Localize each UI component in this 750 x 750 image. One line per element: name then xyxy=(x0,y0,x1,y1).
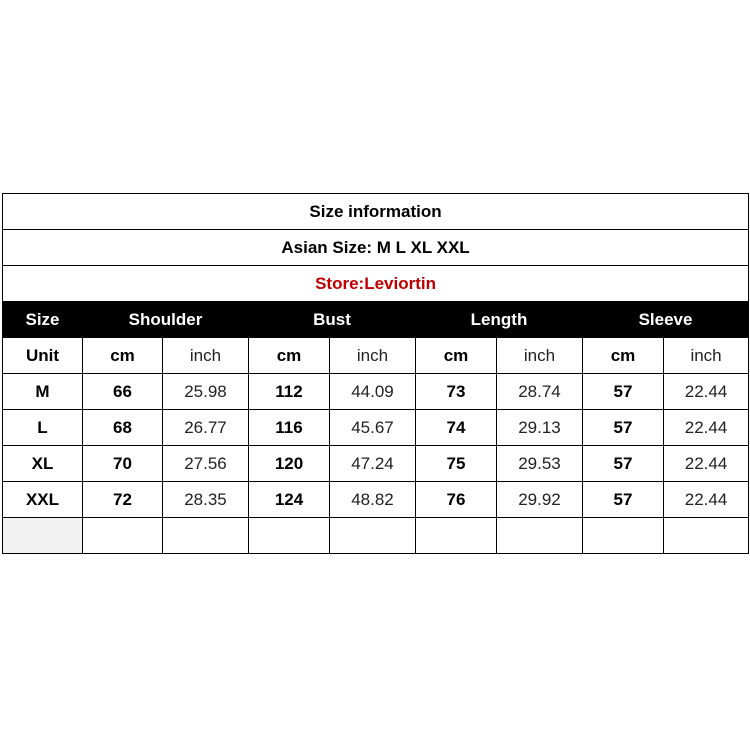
table-row xyxy=(3,374,749,410)
empty-cell xyxy=(330,518,416,554)
unit-bust-inch: inch xyxy=(330,338,416,374)
asian-size-label: Asian Size: M L XL XXL xyxy=(3,230,749,266)
unit-sleeve-cm: cm xyxy=(583,338,664,374)
bust-cm-value: 124 xyxy=(249,482,330,518)
bust-cm-value: 116 xyxy=(249,410,330,446)
bust-inch-value: 44.09 xyxy=(330,374,416,410)
header-bust: Bust xyxy=(249,302,416,338)
row-size: L xyxy=(3,410,83,446)
unit-sleeve-inch: inch xyxy=(664,338,749,374)
sleeve-inch-value: 22.44 xyxy=(664,410,749,446)
length-inch-value: 28.74 xyxy=(497,374,583,410)
length-cm-value: 75 xyxy=(416,446,497,482)
sleeve-cm-value: 57 xyxy=(583,482,664,518)
empty-row xyxy=(3,518,749,554)
row-size: XL xyxy=(3,446,83,482)
shoulder-inch-value: 26.77 xyxy=(163,410,249,446)
row-size: M xyxy=(3,374,83,410)
asian-size-row xyxy=(3,230,749,266)
empty-cell xyxy=(416,518,497,554)
shoulder-cm-value: 66 xyxy=(83,374,163,410)
header-shoulder: Shoulder xyxy=(83,302,249,338)
unit-bust-cm: cm xyxy=(249,338,330,374)
sleeve-inch-value: 22.44 xyxy=(664,446,749,482)
sleeve-cm-value: 57 xyxy=(583,374,664,410)
empty-cell xyxy=(497,518,583,554)
length-inch-value: 29.92 xyxy=(497,482,583,518)
store-row xyxy=(3,266,749,302)
shoulder-cm-value: 72 xyxy=(83,482,163,518)
table-row xyxy=(3,446,749,482)
unit-shoulder-cm: cm xyxy=(83,338,163,374)
length-cm-value: 74 xyxy=(416,410,497,446)
empty-cell xyxy=(3,518,83,554)
unit-row xyxy=(3,338,749,374)
unit-label: Unit xyxy=(3,338,83,374)
sleeve-cm-value: 57 xyxy=(583,410,664,446)
sleeve-cm-value: 57 xyxy=(583,446,664,482)
length-inch-value: 29.13 xyxy=(497,410,583,446)
bust-cm-value: 112 xyxy=(249,374,330,410)
unit-length-inch: inch xyxy=(497,338,583,374)
bust-inch-value: 47.24 xyxy=(330,446,416,482)
sleeve-inch-value: 22.44 xyxy=(664,374,749,410)
length-cm-value: 73 xyxy=(416,374,497,410)
unit-shoulder-inch: inch xyxy=(163,338,249,374)
shoulder-cm-value: 70 xyxy=(83,446,163,482)
title-row xyxy=(3,194,749,230)
shoulder-cm-value: 68 xyxy=(83,410,163,446)
store-name: Store:Leviortin xyxy=(3,266,749,302)
sleeve-inch-value: 22.44 xyxy=(664,482,749,518)
shoulder-inch-value: 25.98 xyxy=(163,374,249,410)
header-sleeve: Sleeve xyxy=(583,302,749,338)
table-row xyxy=(3,410,749,446)
bust-inch-value: 48.82 xyxy=(330,482,416,518)
empty-cell xyxy=(249,518,330,554)
empty-cell xyxy=(664,518,749,554)
header-size: Size xyxy=(3,302,83,338)
empty-cell xyxy=(163,518,249,554)
table-row xyxy=(3,482,749,518)
size-information-title: Size information xyxy=(3,194,749,230)
header-length: Length xyxy=(416,302,583,338)
shoulder-inch-value: 28.35 xyxy=(163,482,249,518)
unit-length-cm: cm xyxy=(416,338,497,374)
size-chart-table xyxy=(2,193,749,554)
length-inch-value: 29.53 xyxy=(497,446,583,482)
row-size: XXL xyxy=(3,482,83,518)
header-row xyxy=(3,302,749,338)
bust-cm-value: 120 xyxy=(249,446,330,482)
length-cm-value: 76 xyxy=(416,482,497,518)
empty-cell xyxy=(83,518,163,554)
bust-inch-value: 45.67 xyxy=(330,410,416,446)
shoulder-inch-value: 27.56 xyxy=(163,446,249,482)
empty-cell xyxy=(583,518,664,554)
